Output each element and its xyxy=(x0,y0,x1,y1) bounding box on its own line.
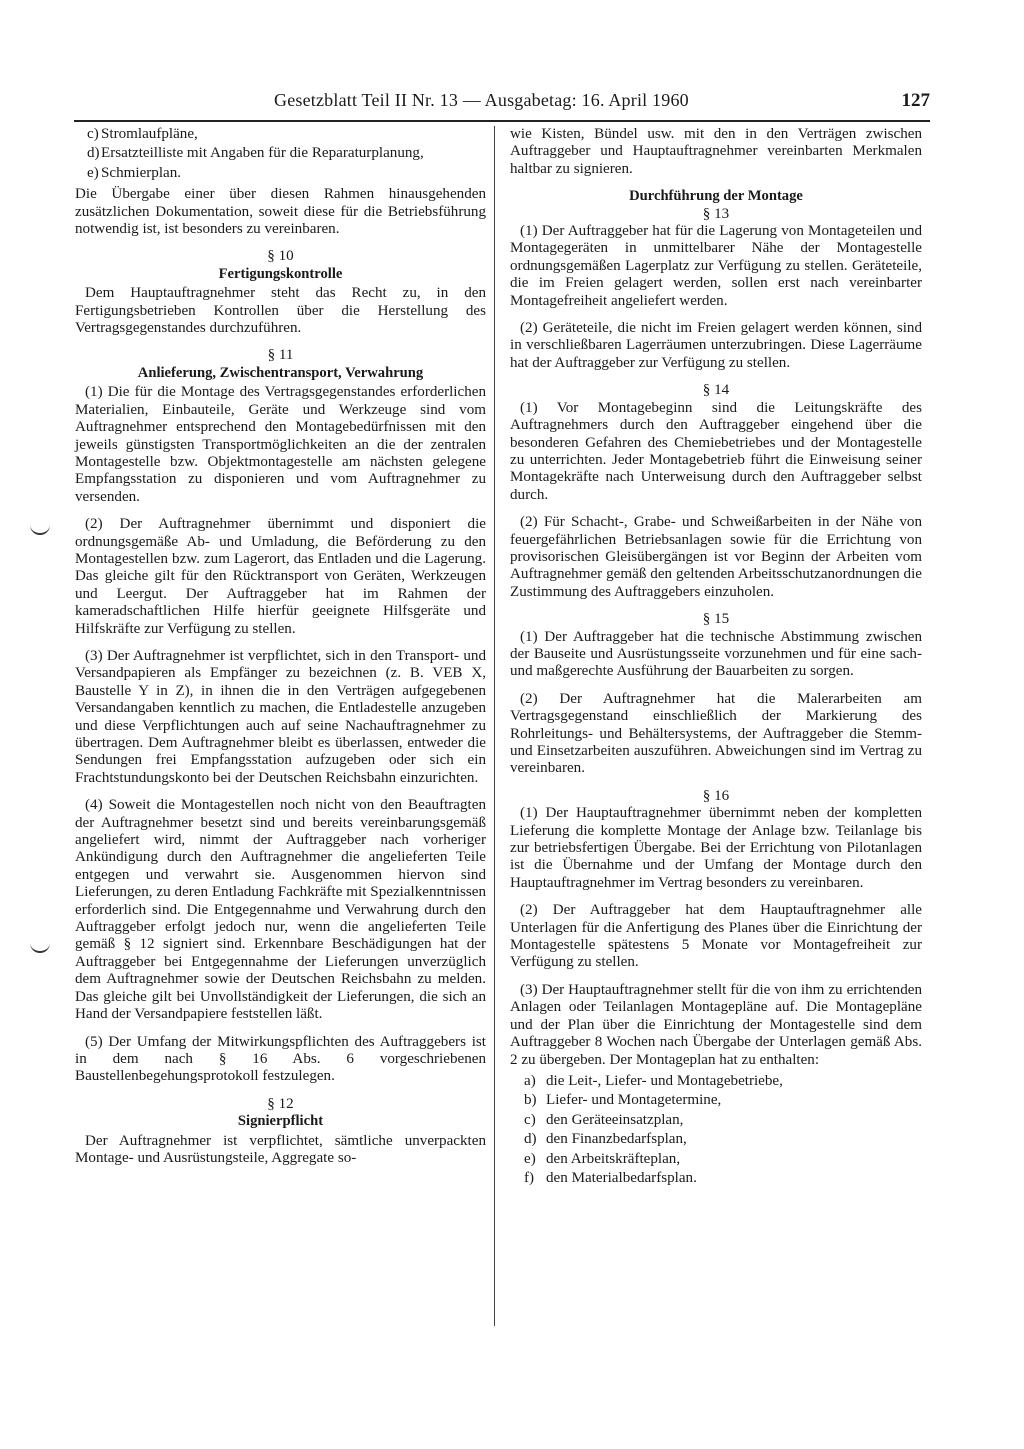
list-text: Schmierplan. xyxy=(101,164,182,181)
list-text: die Leit-, Liefer- und Montagebetriebe, xyxy=(546,1072,783,1089)
column-divider xyxy=(494,126,495,1326)
list-text: den Materialbedarfsplan. xyxy=(546,1169,697,1186)
list-item xyxy=(510,1170,922,1187)
list-marker: e) xyxy=(524,1150,536,1167)
header-title: Gesetzblatt Teil II Nr. 13 — Ausgabetag: 16. April 1960 xyxy=(274,90,689,110)
list-text: den Finanzbedarfsplan, xyxy=(546,1131,687,1148)
list-marker: d) xyxy=(87,145,100,162)
section-number: § 16 xyxy=(702,787,730,804)
paragraph: (1) Vor Montagebeginn sind die Leitungskräfte des Auftragnehmers durch den Auftraggeber eingehend über die besonderen Gefahren des Chemiebetriebes und der Montagestelle zu unterrichten. Jeder Montagebetrieb führt die Einweisung seiner Montagekräfte nach Unterweisung durch den Auftraggeber selbst durch. xyxy=(510,399,922,503)
paragraph: Der Auftragnehmer ist verpflichtet, sämtliche unverpackten Montage- und Ausrüstungsteile, Aggregate so- xyxy=(75,1132,486,1166)
list-marker: b) xyxy=(524,1092,537,1109)
list-item xyxy=(75,165,486,182)
paragraph: (1) Die für die Montage des Vertragsgegenstandes erforderlichen Materialien, Einbauteile, Geräte und Werkzeuge sind vom Auftragnehmer entsprechend den Montagebedürfnissen mit den jeweils günstigsten Transportmöglichkeiten an die der zentralen Montagestelle bzw. Objektmontagestelle am nächsten gelegene Empfangsstation zu disponieren und vom Auftragnehmer zu versenden. xyxy=(75,384,486,505)
section-title: Fertigungskontrolle xyxy=(218,265,343,282)
list-text: Stromlaufpläne, xyxy=(101,126,198,142)
margin-mark xyxy=(30,943,50,953)
section-number: § 11 xyxy=(267,347,294,364)
list-text: Liefer- und Montagetermine, xyxy=(546,1092,722,1109)
paragraph: wie Kisten, Bündel usw. mit den in den Verträgen zwischen Auftraggeber und Hauptauftragnehmer vereinbarten Merkmalen haltbar zu signieren. xyxy=(510,126,922,177)
paragraph: (5) Der Umfang der Mitwirkungspflichten des Auftraggebers ist in dem nach § 16 Abs. 6 vorgeschriebenen Baustellenbegehungsprotokoll festzulegen. xyxy=(75,1033,486,1085)
list-marker: f) xyxy=(524,1169,535,1186)
section-number: § 12 xyxy=(267,1095,294,1112)
right-column xyxy=(510,126,922,1189)
paragraph: (2) Der Auftragnehmer hat die Malerarbeiten am Vertragsgegenstand einschließlich der Markierung des Rohrleitungs- und Behältersystems, der Auftraggeber die Stemm- und Einsetzarbeiten auszuführen. Abweichungen sind im Vertrag zu vereinbaren. xyxy=(510,690,922,777)
list-text: den Arbeitskräfteplan, xyxy=(546,1150,681,1167)
list-marker: c) xyxy=(87,126,99,142)
list-item xyxy=(510,1073,922,1090)
list-marker: d) xyxy=(524,1131,537,1148)
list-item xyxy=(510,1151,922,1168)
paragraph: (1) Der Hauptauftragnehmer übernimmt neben der kompletten Lieferung die komplette Montage der Anlage bzw. Teilanlage bis zur betriebsfertigen Übergabe. Bei der Errichtung von Pilotanlagen ist die Übernahme und der Umfang der Montage durch den Hauptauftragnehmer im Vertrag besonders zu vereinbaren. xyxy=(510,805,922,891)
section-title: Anlieferung, Zwischentransport, Verwahrung xyxy=(137,364,424,381)
paragraph: (1) Der Auftraggeber hat für die Lagerung von Montageteilen und Montagegeräten in unmittelbarer Nähe der Montagestelle ordnungsgemäßen Lagerplatz zur Verfügung zu stellen. Geräteteile, die im Freien gelagert werden, sollen erst nach vereinbarter Montagefreiheit angeliefert werden. xyxy=(510,223,922,309)
list-item xyxy=(510,1112,922,1129)
paragraph: (3) Der Auftragnehmer ist verpflichtet, sich in den Transport- und Versandpapieren als Empfänger zu bezeichnen (z. B. VEB X, Baustelle Y in Z), in ihnen die in den Verträgen aufgegebenen Versandangaben kenntlich zu machen, die Entladestelle anzugeben und diese Verpflichtungen auch auf seine Nachauftragnehmer zu übertragen. Dem Auftragnehmer bleibt es überlassen, entweder die Sendungen frei Empfangsstation aufzugeben oder sich ein Frachtstundungskonto bei der Deutschen Reichsbahn einzurichten. xyxy=(75,647,486,786)
list-marker: a) xyxy=(524,1072,536,1089)
paragraph: (2) Für Schacht-, Grabe- und Schweißarbeiten in der Nähe von feuergefährlichen Betriebsanlagen sowie für die Errichtung von provisorischen Gleisübergängen ist vor Beginn der Arbeiten vom Auftragnehmer gemäß den geltenden Arbeitsschutzanordnungen die Zustimmung des Auftraggebers einzuholen. xyxy=(510,514,922,600)
section-number: § 10 xyxy=(267,248,294,265)
list-text: Ersatzteilliste mit Angaben für die Reparaturplanung, xyxy=(101,145,424,162)
margin-mark xyxy=(30,525,50,535)
list-item xyxy=(75,145,486,162)
paragraph: (2) Der Auftraggeber hat dem Hauptauftragnehmer alle Unterlagen für die Anfertigung des Planes über die Einrichtung der Montagestelle spätestens 5 Monate vor Montagefreiheit zur Verfügung zu stellen. xyxy=(510,902,922,971)
section-number: § 15 xyxy=(702,611,730,628)
list-item xyxy=(75,126,486,143)
section-heading: Durchführung der Montage xyxy=(629,188,803,205)
list-marker: c) xyxy=(524,1111,536,1128)
paragraph: Die Übergabe einer über diesen Rahmen hinausgehenden zusätzlichen Dokumentation, soweit diese für die Betriebsführung notwendig ist, ist besonders zu vereinbaren. xyxy=(75,186,486,238)
section-number: § 14 xyxy=(702,382,730,399)
page-header xyxy=(74,90,930,122)
paragraph: Dem Hauptauftragnehmer steht das Recht zu, in den Fertigungsbetrieben Kontrollen über die Herstellung des Vertragsgegenstandes durchzuführen. xyxy=(75,285,486,337)
paragraph: (2) Der Auftragnehmer übernimmt und disponiert die ordnungsgemäße Ab- und Umladung, die Beförderung zu den Montagestellen bzw. zum Lagerort, das Entladen und die Lagerung. Das gleiche gilt für den Rücktransport von Geräten, Werkzeugen und Leergut. Der Auftraggeber hat im Rahmen der kameradschaftlichen Hilfe hierfür geeignete Hilfsgeräte und Hilfskräfte zur Verfügung zu stellen. xyxy=(75,516,486,637)
left-column xyxy=(75,126,486,1177)
list-text: den Geräteeinsatzplan, xyxy=(546,1111,684,1128)
paragraph: (2) Geräteteile, die nicht im Freien gelagert werden können, sind in verschließbaren Lagerräumen unterzubringen. Diese Lagerräume hat der Auftraggeber zur Verfügung zu stellen. xyxy=(510,320,922,371)
list-item xyxy=(510,1092,922,1109)
list-marker: e) xyxy=(87,164,99,181)
section-title: Signierpflicht xyxy=(237,1113,324,1130)
paragraph: (1) Der Auftraggeber hat die technische Abstimmung zwischen der Bauseite und Ausrüstungsseite vorzunehmen und für eine sach- und maßgerechte Ausführung der Bauarbeiten zu sorgen. xyxy=(510,628,922,680)
page-number: 127 xyxy=(901,90,930,111)
paragraph: (3) Der Hauptauftragnehmer stellt für die von ihm zu errichtenden Anlagen oder Teilanlagen Montagepläne auf. Die Montagepläne und der Plan über die Einrichtung der Montagestelle sind dem Auftraggeber 8 Wochen nach Übergabe der Unterlagen gemäß Abs. 2 zu übergeben. Der Montageplan hat zu enthalten: xyxy=(510,981,922,1068)
list-item xyxy=(510,1131,922,1148)
paragraph: (4) Soweit die Montagestellen noch nicht von den Beauftragten der Auftragnehmer besetzt sind und bereits vereinbarungsgemäß angeliefert wird, nimmt der Auftraggeber nach vorheriger Ankündigung durch den Auftragnehmer die angelieferten Teile entgegen und verwahrt sie. Ausgenommen hiervon sind Lieferungen, zu deren Entladung Fachkräfte mit Spezialkenntnissen erforderlich sind. Die Entgegennahme und Verwahrung durch den Auftraggeber erfolgt jedoch nur, wenn die angelieferten Teile gemäß § 12 signiert sind. Erkennbare Beschädigungen hat der Auftraggeber bei Entgegennahme der Lieferungen unverzüglich dem Auftragnehmer sowie der Deutschen Reichsbahn zu melden. Das gleiche gilt bei Unvollständigkeit der Lieferungen, die sich an Hand der Versandpapiere feststellen läßt. xyxy=(75,797,486,1023)
section-number: § 13 xyxy=(702,205,730,222)
